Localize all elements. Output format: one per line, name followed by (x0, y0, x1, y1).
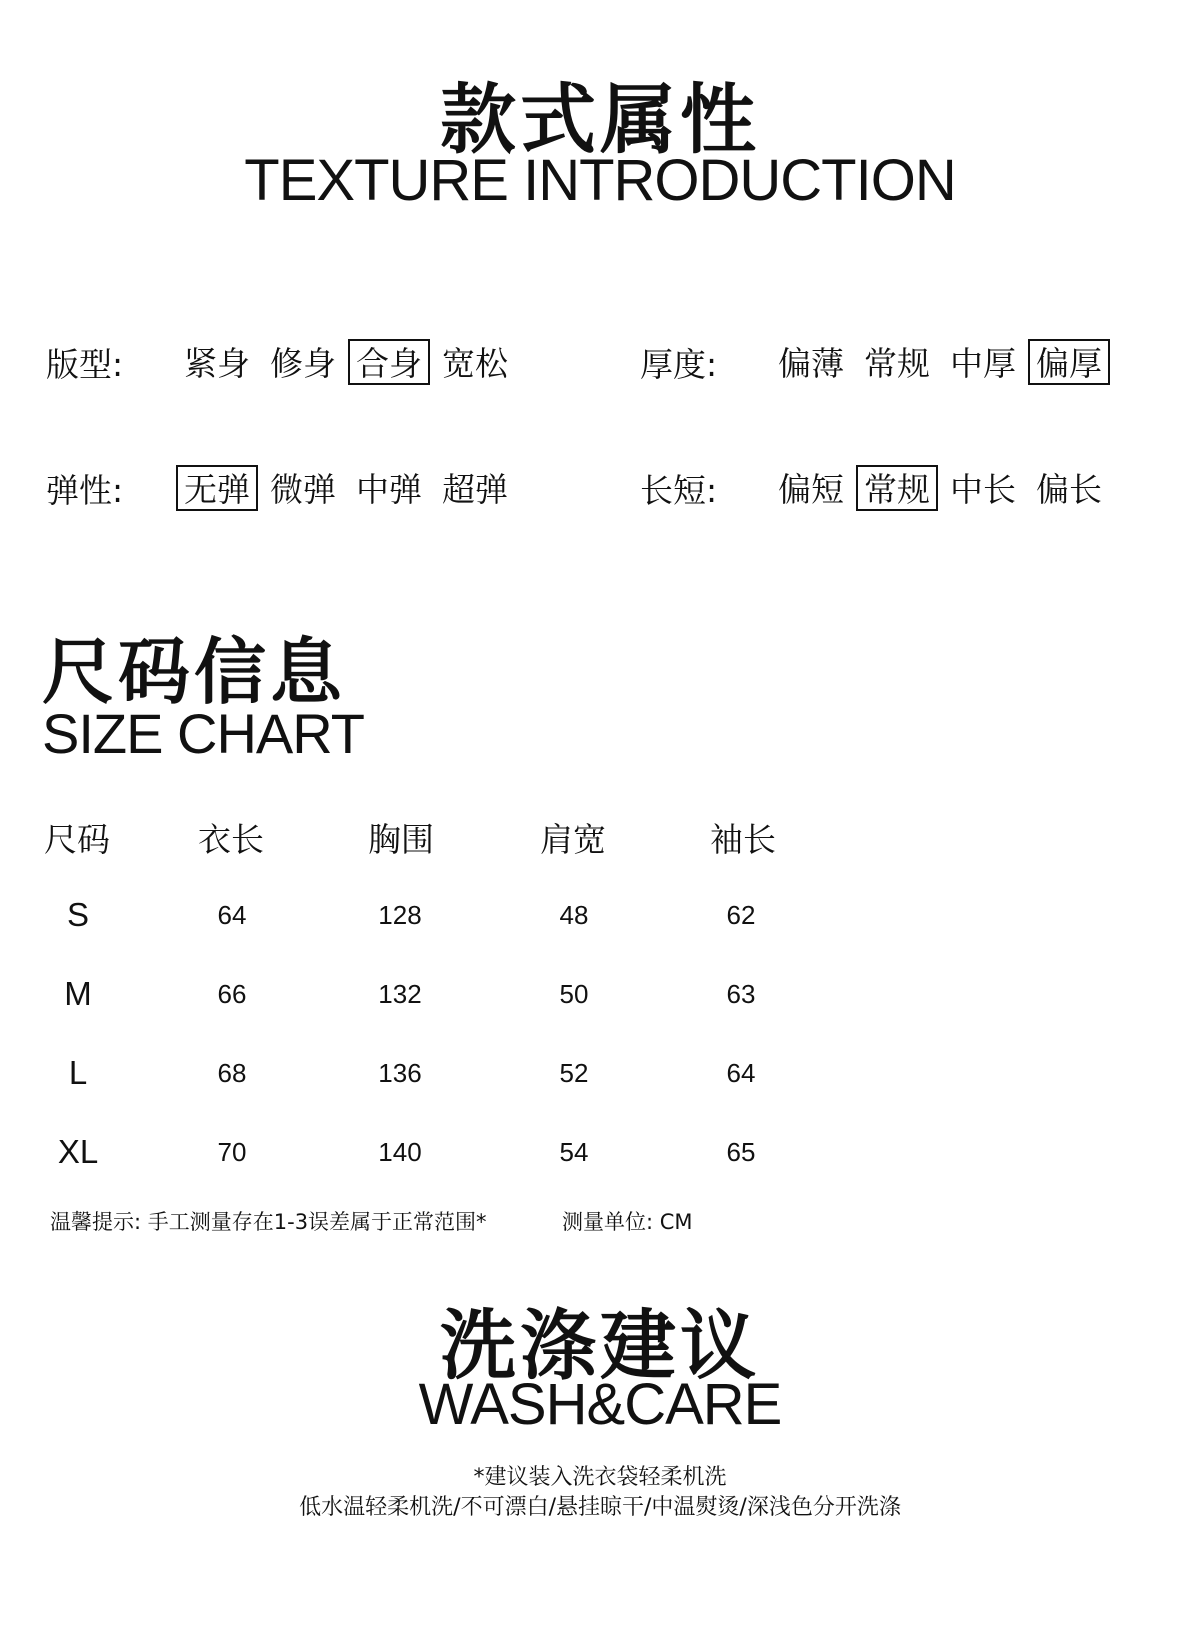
table-cell: 136 (378, 1058, 422, 1088)
table-cell: 50 (559, 979, 589, 1009)
attr-fit (46, 336, 520, 388)
attr-label: 弹性: (46, 470, 124, 510)
wash-title-en: WASH&CARE (418, 1372, 782, 1437)
table-cell: 132 (378, 979, 422, 1009)
table-cell: 62 (726, 900, 756, 930)
table-size-cell: M (64, 975, 92, 1012)
table-cell: 64 (217, 900, 247, 930)
table-cell: 70 (217, 1137, 247, 1167)
table-cell: 54 (559, 1137, 589, 1167)
wash-note: *建议装入洗衣袋轻柔机洗 (473, 1465, 727, 1490)
attr-option-selected: 偏厚 (1028, 339, 1110, 385)
table-cell: 48 (559, 900, 589, 930)
table-size-cell: S (66, 896, 89, 933)
table-cell: 64 (726, 1058, 756, 1088)
attr-option: 偏薄 (778, 344, 844, 383)
wash-title-zh: 洗涤建议 (440, 1301, 760, 1390)
attr-option: 中长 (950, 470, 1016, 509)
table-cell: 66 (217, 979, 247, 1009)
attr-option: 紧身 (184, 344, 250, 383)
attr-elasticity (46, 462, 520, 514)
table-size-cell: L (68, 1054, 88, 1091)
attr-option: 微弹 (270, 470, 336, 509)
attr-option: 偏长 (1036, 470, 1102, 509)
table-cell: 140 (378, 1137, 422, 1167)
attr-option: 修身 (270, 344, 336, 383)
attr-length (640, 462, 1114, 514)
attr-option: 超弹 (442, 470, 508, 509)
attr-option-selected: 常规 (856, 465, 938, 511)
attr-option: 中厚 (950, 344, 1016, 383)
table-cell: 63 (726, 979, 756, 1009)
table-cell: 52 (559, 1058, 589, 1088)
attr-thickness (640, 336, 1114, 388)
attr-option: 中弹 (356, 470, 422, 509)
table-header: 尺码 (44, 820, 110, 859)
table-cell: 128 (378, 900, 422, 930)
attr-label: 长短: (640, 470, 718, 510)
size-title-en: SIZE CHART (42, 702, 364, 765)
attr-label: 厚度: (640, 344, 718, 384)
table-header: 袖长 (710, 820, 776, 859)
attr-option-selected: 合身 (348, 339, 430, 385)
style-title-zh: 款式属性 (440, 75, 760, 164)
measure-tip: 温馨提示: 手工测量存在1-3误差属于正常范围* (50, 1210, 487, 1234)
attr-option-selected: 无弹 (176, 465, 258, 511)
table-header: 肩宽 (540, 820, 606, 859)
attr-option: 偏短 (778, 470, 844, 509)
attr-label: 版型: (46, 344, 124, 384)
table-cell: 65 (726, 1137, 756, 1167)
table-header: 胸围 (368, 820, 434, 859)
attr-option: 宽松 (442, 344, 508, 383)
measure-unit: 测量单位: CM (562, 1210, 693, 1234)
size-title-zh: 尺码信息 (42, 630, 347, 714)
style-title-en: TEXTURE INTRODUCTION (244, 148, 956, 213)
table-cell: 68 (217, 1058, 247, 1088)
attr-option: 常规 (864, 344, 930, 383)
table-size-cell: XL (57, 1133, 99, 1170)
wash-instructions: 低水温轻柔机洗/不可漂白/悬挂晾干/中温熨烫/深浅色分开洗涤 (299, 1495, 901, 1520)
table-header: 衣长 (198, 820, 264, 859)
